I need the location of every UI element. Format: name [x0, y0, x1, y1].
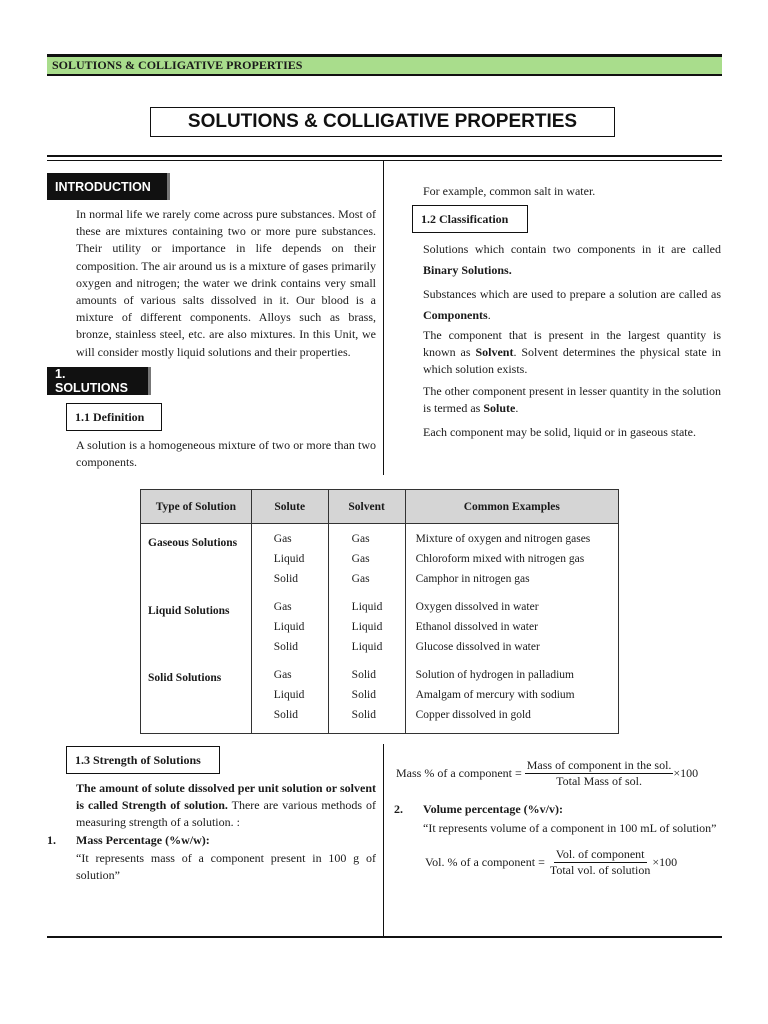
type-cell: Gaseous Solutions	[141, 524, 252, 592]
solvent-pre: The component that is present in the largest quantity is known as	[423, 328, 721, 360]
table-row	[141, 524, 619, 592]
header-type: Type of Solution	[141, 490, 252, 524]
vol-fraction	[548, 847, 653, 878]
example-text: For example, common salt in water.	[423, 184, 596, 198]
mass-denominator: Total Mass of sol.	[556, 774, 642, 788]
solute-cell	[251, 592, 328, 660]
strength-intro	[76, 780, 376, 832]
running-header-text: SOLUTIONS & COLLIGATIVE PROPERTIES	[52, 58, 303, 72]
binary-pre: Solutions which contain two components in it are called	[423, 242, 721, 256]
mass-formula-lhs: Mass % of a component =	[396, 766, 522, 780]
solvent-value: Gas	[351, 533, 370, 545]
header-solvent: Solvent	[328, 490, 405, 524]
components-pre: Substances which are used to prepare a solution are called as	[423, 287, 721, 301]
item1-number: 1.	[47, 833, 56, 847]
solute-text	[423, 383, 721, 417]
solvent-text	[423, 327, 721, 379]
page-title: SOLUTIONS & COLLIGATIVE PROPERTIES	[150, 107, 615, 137]
solvent-value: Solid	[351, 688, 376, 701]
solute-value: Solid	[273, 573, 299, 585]
item2-text: “It represents volume of a component in 100 mL of solution”	[423, 821, 717, 835]
examples-cell	[405, 660, 618, 734]
item1-text: “It represents mass of a component present in 100 g of solution”	[76, 851, 376, 883]
component-state-text: Each component may be solid, liquid or in gaseous state.	[423, 425, 696, 439]
binary-solutions-text	[423, 239, 721, 281]
solute-value: Solid	[273, 708, 299, 721]
solute-post: .	[515, 401, 519, 416]
vol-denominator: Total vol. of solution	[549, 863, 651, 877]
solute-value: Liquid	[273, 688, 305, 701]
example-value: Camphor in nitrogen gas	[415, 573, 530, 585]
components-text	[423, 284, 721, 326]
components-bold: Components	[423, 308, 488, 322]
type-cell: Liquid Solutions	[141, 592, 252, 660]
mass-numerator: Mass of component in the sol.	[526, 758, 672, 772]
solute-cell	[251, 524, 328, 592]
header-solute: Solute	[251, 490, 328, 524]
solvent-value: Solid	[351, 668, 376, 681]
solvent-cell	[328, 592, 405, 660]
example-value: Copper dissolved in gold	[415, 708, 531, 721]
solute-value: Gas	[273, 533, 292, 545]
binary-bold: Binary Solutions.	[423, 263, 512, 277]
mass-multiplier: ×100	[673, 766, 699, 780]
vol-formula-lhs: Vol. % of a component =	[425, 855, 545, 869]
example-value: Oxygen dissolved in water	[415, 600, 539, 613]
introduction-heading: INTRODUCTION	[47, 173, 170, 200]
solvent-value: Liquid	[351, 640, 383, 653]
strength-heading: 1.3 Strength of Solutions	[66, 746, 220, 774]
solvent-cell	[328, 660, 405, 734]
vol-numerator: Vol. of component	[555, 847, 645, 861]
example-value: Mixture of oxygen and nitrogen gases	[415, 533, 591, 545]
item2-number: 2.	[394, 802, 403, 816]
example-value: Chloroform mixed with nitrogen gas	[415, 553, 585, 565]
vol-multiplier: ×100	[652, 855, 678, 869]
table-row	[141, 660, 619, 734]
definition-text: A solution is a homogeneous mixture of two or more than two components.	[76, 438, 376, 470]
example-value: Amalgam of mercury with sodium	[415, 688, 575, 701]
solvent-cell	[328, 524, 405, 592]
solutions-heading: 1. SOLUTIONS	[47, 367, 151, 395]
introduction-text: In normal life we rarely come across pure substances. Most of these are mixtures containing two or more pure substances. Their utility or importance in life depends on their composition. The air around us is a mixture of gases primarily oxygen and nitrogen; the water we drink contains very small amounts of various salts dissolved in it. Our blood is a mixture of different components. Alloys such as brass, bronze, stainless steel, etc. are also mixtures. In this Unit, we will consider mostly liquid solutions and their properties.	[76, 207, 376, 359]
solvent-value: Liquid	[351, 620, 383, 633]
solute-value: Gas	[273, 668, 292, 681]
example-value: Glucose dissolved in water	[415, 640, 540, 653]
running-header	[47, 54, 722, 76]
strength-intro-rest: There are various methods of measuring strength of a solution. :	[76, 798, 376, 830]
solutions-table	[140, 489, 619, 734]
components-post: .	[487, 308, 491, 322]
solvent-bold: Solvent	[475, 345, 514, 360]
solvent-value: Solid	[351, 708, 376, 721]
strength-intro-bold: The amount of solute dissolved per unit solution or solvent is called Strength of solution.	[76, 781, 376, 813]
solvent-post: . Solvent determines the physical state in which solution exists.	[423, 345, 722, 377]
solute-pre: The other component present in lesser quantity in the solution is termed as	[423, 384, 721, 416]
solute-value: Gas	[273, 600, 292, 613]
item1-title: Mass Percentage (%w/w):	[76, 833, 210, 847]
solute-bold: Solute	[483, 401, 516, 416]
definition-heading: 1.1 Definition	[66, 403, 162, 431]
classification-heading: 1.2 Classification	[412, 205, 528, 233]
item2-title: Volume percentage (%v/v):	[423, 802, 563, 816]
example-value: Solution of hydrogen in palladium	[415, 668, 575, 681]
solute-cell	[251, 660, 328, 734]
solvent-value: Gas	[351, 553, 370, 565]
mass-percent-formula	[396, 758, 698, 789]
example-value: Ethanol dissolved in water	[415, 620, 538, 633]
solvent-value: Liquid	[351, 600, 383, 613]
header-examples: Common Examples	[405, 490, 618, 524]
top-rule-thin	[47, 160, 722, 161]
table-header-row	[141, 490, 619, 524]
volume-percent-formula	[425, 847, 677, 878]
type-cell: Solid Solutions	[141, 660, 252, 734]
solvent-value: Gas	[351, 573, 370, 585]
mass-fraction	[525, 758, 674, 789]
table-row	[141, 592, 619, 660]
solute-value: Solid	[273, 640, 299, 653]
top-rule-thick	[47, 155, 722, 157]
examples-cell	[405, 524, 618, 592]
solute-value: Liquid	[273, 620, 305, 633]
bottom-rule	[47, 936, 722, 938]
solute-value: Liquid	[273, 553, 305, 565]
examples-cell	[405, 592, 618, 660]
column-divider-top	[383, 160, 384, 475]
column-divider-bottom	[383, 744, 384, 936]
